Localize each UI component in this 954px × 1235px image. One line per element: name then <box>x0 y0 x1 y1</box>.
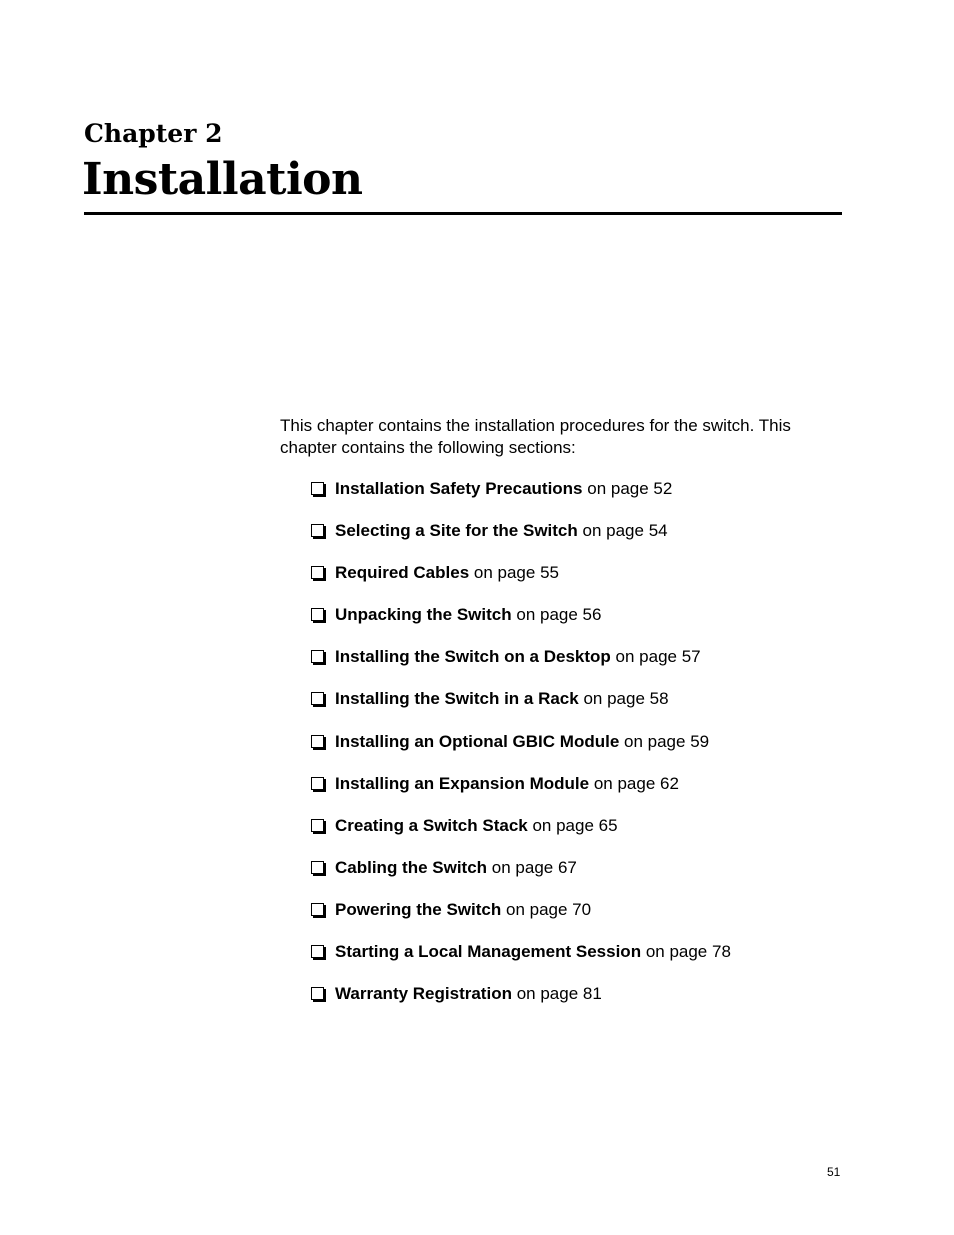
page-reference: on page 55 <box>473 563 559 583</box>
section-link[interactable]: Powering the Switch <box>335 899 502 919</box>
section-link[interactable]: Installing the Switch in a Rack <box>335 689 579 709</box>
section-link[interactable]: Installing an Optional GBIC Module <box>335 731 620 751</box>
chapter-title: Installation <box>82 154 363 205</box>
list-item <box>311 561 731 603</box>
checkbox-icon <box>311 524 324 537</box>
checkbox-icon <box>311 692 324 705</box>
page-number: 51 <box>827 1165 841 1179</box>
page-reference: on page 62 <box>593 773 679 793</box>
chapter-label: Chapter 2 <box>84 119 223 148</box>
checkbox-icon <box>311 566 324 579</box>
checkbox-icon <box>311 650 324 663</box>
list-item <box>311 940 731 982</box>
section-link[interactable]: Starting a Local Management Session <box>335 942 642 962</box>
page-reference: on page 70 <box>505 899 592 919</box>
page-reference: on page 81 <box>516 984 602 1004</box>
page-reference: on page 52 <box>587 479 673 498</box>
section-link[interactable]: Cabling the Switch <box>335 857 488 877</box>
list-item <box>311 687 731 729</box>
list-item <box>311 856 731 898</box>
section-link[interactable]: Creating a Switch Stack <box>335 815 528 835</box>
intro-paragraph: This chapter contains the installation procedures for the switch. This chapter contains the following sections: <box>280 416 791 457</box>
checkbox-icon <box>311 861 324 874</box>
page-reference: on page 58 <box>583 689 669 709</box>
checkbox-icon <box>311 819 324 832</box>
checkbox-icon <box>311 608 324 621</box>
section-link[interactable]: Unpacking the Switch <box>335 605 512 625</box>
checkbox-icon <box>311 903 324 916</box>
list-item <box>311 814 731 856</box>
section-link[interactable]: Installing an Expansion Module <box>335 773 590 793</box>
section-link[interactable]: Required Cables <box>335 563 470 583</box>
list-item <box>311 603 731 645</box>
page-reference: on page 67 <box>491 857 577 877</box>
page-reference: on page 57 <box>615 647 701 667</box>
list-item <box>311 982 731 1024</box>
list-item <box>311 898 731 940</box>
list-item <box>311 519 731 561</box>
section-link[interactable]: Warranty Registration <box>335 984 512 1004</box>
page-reference: on page 59 <box>624 731 710 751</box>
list-item <box>311 772 731 814</box>
list-item <box>311 477 731 519</box>
section-link[interactable]: Installing the Switch on a Desktop <box>335 647 611 667</box>
checkbox-icon <box>311 945 324 958</box>
list-item <box>311 730 731 772</box>
checkbox-icon <box>311 482 324 495</box>
page-reference: on page 78 <box>645 942 731 962</box>
checkbox-icon <box>311 777 324 790</box>
page-reference: on page 65 <box>532 815 618 835</box>
section-link[interactable]: Selecting a Site for the Switch <box>335 521 578 541</box>
page-reference: on page 54 <box>582 521 668 541</box>
list-item <box>311 645 731 687</box>
section-list <box>311 477 731 1024</box>
page-reference: on page 56 <box>516 605 602 625</box>
checkbox-icon <box>311 735 324 748</box>
title-rule <box>84 212 842 215</box>
checkbox-icon <box>311 987 324 1000</box>
section-link[interactable]: Installation Safety Precautions <box>335 479 583 498</box>
